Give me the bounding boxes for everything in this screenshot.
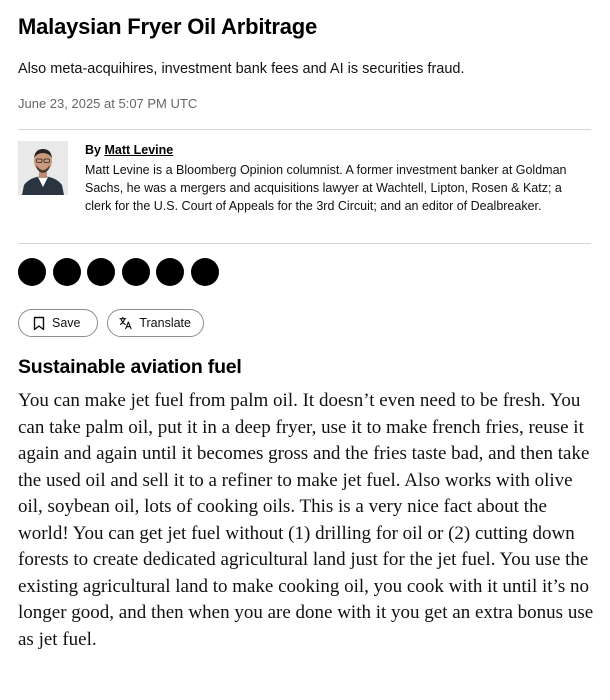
article-paragraph: You can make jet fuel from palm oil. It doesn’t even need to be fresh. You can take palm oil, put it in a deep fryer, use it to make french fries, reuse it again and again until it becomes gross and the fries taste bad, and then take the used oil and sell it to a refiner to make jet fuel. Also works with olive oil, soybean oil, lots of cooking oils. This is a very nice fact about the world! You can get jet fuel without (1) drilling for oil or (2) cutting down forests to create dedicated agricultural land just for the jet fuel. You use the existing agricultural land to make cooking oil, you cook with it until it’s no longer good, and then when you are done with it you get an extra bonus use as jet fuel. [18,390,594,650]
divider-top [18,129,591,130]
dek: Also meta-acquihires, investment bank fees and AI is securities fraud. [18,61,465,77]
share-button[interactable] [156,258,184,286]
top-edge [0,0,610,3]
section-heading: Sustainable aviation fuel [18,356,242,378]
author-avatar[interactable] [18,141,68,195]
translate-label: Translate [139,316,191,330]
publish-date: June 23, 2025 at 5:07 PM UTC [18,96,198,111]
translate-icon [119,316,132,330]
divider-bottom [18,243,591,244]
save-button[interactable] [18,309,98,337]
bookmark-icon [33,316,45,331]
author-link[interactable]: Matt Levine [104,143,174,157]
headline: Malaysian Fryer Oil Arbitrage [18,14,318,39]
author-bio: Matt Levine is a Bloomberg Opinion columnist. A former investment banker at Goldman Sachs, he was a mergers and acquisitions lawyer at Wachtell, Lipton, Rosen & Katz; a clerk for the U.S. Court of Appeals for the 3rd Circuit; and an editor of Dealbreaker. [85,163,567,213]
share-button[interactable] [191,258,219,286]
translate-button[interactable] [107,309,204,337]
share-button[interactable] [53,258,81,286]
share-button[interactable] [122,258,150,286]
byline-prefix: By [85,143,105,157]
save-label: Save [52,316,81,330]
share-button[interactable] [87,258,115,286]
share-button[interactable] [18,258,46,286]
author-photo [18,141,68,195]
byline [85,143,173,157]
